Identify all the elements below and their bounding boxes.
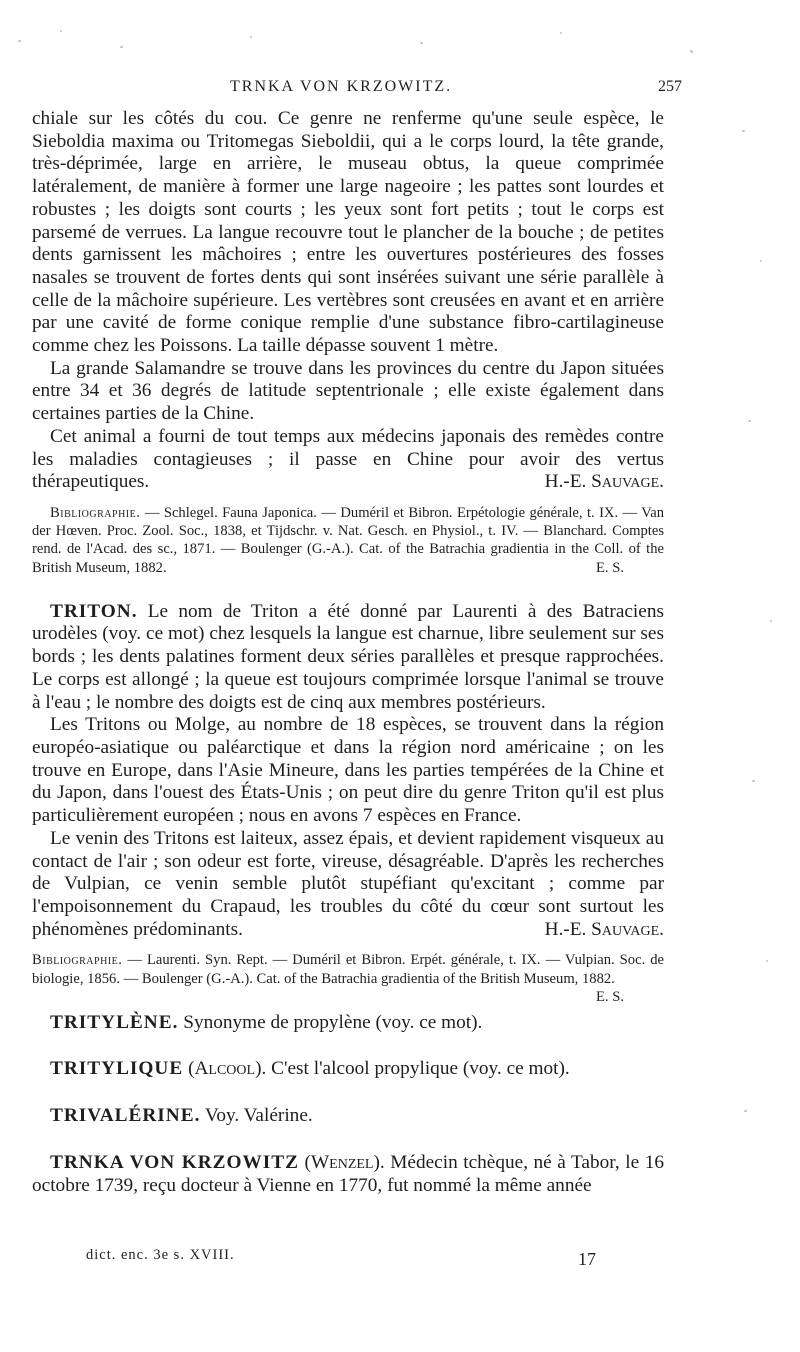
trivalerine-text: Voy. Valérine. <box>204 1105 313 1127</box>
headword-trnka: TRNKA VON KRZOWITZ <box>50 1151 300 1173</box>
salamander-paragraph-3-text: Cet animal a fourni de tout temps aux médecins japonais des remèdes contre les maladies contagieuses ; il passe en Chine pour avoir des vertus thérapeutiques. <box>32 425 664 493</box>
headword-tritylique: TRITYLIQUE <box>50 1058 184 1080</box>
entry-trivalerine <box>32 1105 664 1128</box>
trnka-text: Médecin tchèque, né à Tabor, le 16 octobre 1739, reçu docteur à Vienne en 1770, fut nommé la même année <box>32 1151 664 1196</box>
tritylene-text: Synonyme de propylène (voy. ce mot). <box>183 1011 483 1033</box>
entry-tritylene <box>32 1012 664 1035</box>
signature-mark: dict. enc. 3e s. XVIII. <box>86 1247 235 1263</box>
triton-bibliography <box>32 951 664 1005</box>
bibliography-label: Bibliographie. <box>32 952 123 969</box>
page-footer <box>86 1247 596 1269</box>
salamander-signature: H.-E. Sauvage. <box>544 471 664 493</box>
tritylique-text: C'est l'alcool propylique (voy. ce mot). <box>271 1058 570 1080</box>
bibliography-signature: E. S. <box>596 988 624 1005</box>
salamander-paragraph-2: La grande Salamandre se trouve dans les provinces du centre du Japon situées entre 34 et 36 degrés de latitude septentrionale ; elle existe également dans certaines parties de la Chine. <box>32 357 664 425</box>
triton-paragraph-3 <box>32 828 664 942</box>
salamander-bibliography <box>32 504 664 577</box>
entry-triton <box>32 601 664 715</box>
headword-trivalerine: TRIVALÉRINE. <box>50 1105 201 1127</box>
salamander-paragraph-3 <box>32 426 664 494</box>
triton-signature: H.-E. Sauvage. <box>544 918 664 940</box>
bibliography-text: — Laurenti. Syn. Rept. — Duméril et Bibron. Erpét. générale, t. IX. — Vulpian. Soc. de biologie, 1856. — Boulenger (G.-A.). Cat. of the Batrachia gradientia of the British Museum, 1882. <box>32 952 664 987</box>
sheet-number: 17 <box>578 1249 596 1269</box>
triton-paragraph-2: Les Tritons ou Molge, au nombre de 18 espèces, se trouvent dans la région européo-asiatique ou paléarctique et dans la région nord américaine ; on les trouve en Europe, dans l'Asie Mineure, dans les parties tempérées de la Chine et du Japon, dans l'ouest des États-Unis ; on peut dire du genre Triton qu'il est plus particulièrement européen ; nous en avons 7 espèces en France. <box>32 714 664 827</box>
salamander-paragraph-1: chiale sur les côtés du cou. Ce genre ne renferme qu'une seule espèce, le Sieboldia maxima ou Tritomegas Sieboldii, qui a le corps lourd, la tête grande, très-déprimée, large en arrière, le museau obtus, la queue comprimée latéralement, de manière à former une large nageoire ; les pattes sont lourdes et robustes ; les doigts sont courts ; les yeux sont fort petits ; tout le corps est parsemé de verrues. La langue recouvre tout le plancher de la bouche ; de petites dents garnissent les mâchoires ; entre les ouvertures postérieures des fosses nasales se trouvent de fortes dents qui sont insérées suivant une série parallèle à celle de la mâchoire supérieure. Les vertèbres sont creusées en avant et en arrière par une cavité de forme conique remplie d'une substance fibro-cartilagineuse comme chez les Poissons. La taille dépasse souvent 1 mètre. <box>32 108 664 357</box>
tritylique-qualifier: (Alcool). <box>188 1058 267 1080</box>
triton-paragraph-3-text: Le venin des Tritons est laiteux, assez épais, et devient rapidement visqueux au contact de l'air ; son odeur est forte, vireuse, désagréable. D'après les recherches de Vulpian, ce venin semble plutôt stupéfiant qu'excitant ; comme par l'empoisonnement du Crapaud, les troubles du côté du cœur sont surtout les phénomènes prédominants. <box>32 827 664 940</box>
running-title: TRNKA VON KRZOWITZ. <box>230 78 453 95</box>
page-body <box>32 108 664 1197</box>
bibliography-text: — Schlegel. Fauna Japonica. — Duméril et Bibron. Erpétologie générale, t. IX. — Van der Hœven. Proc. Zool. Soc., 1838, et Tijdschr. v. Nat. Gesch. en Physiol., t. IV. — Blanchard. Comptes rend. de l'Acad. des sc., 1871. — Boulenger (G.-A.). Cat. of the Batrachia gradientia in the Coll. of the British Museum, 1882. <box>32 504 664 576</box>
page-header <box>34 78 682 100</box>
triton-paragraph-1: Le nom de Triton a été donné par Laurenti à des Batraciens urodèles (voy. ce mot) chez lesquels la langue est charnue, libre seulement sur ses bords ; les dents palatines forment deux séries parallèles et presque rapprochées. Le corps est allongé ; la queue est toujours comprimée lorsque l'animal se trouve à l'eau ; le nombre des doigts est de cinq aux membres postérieurs. <box>32 600 664 713</box>
headword-tritylene: TRITYLÈNE. <box>50 1011 179 1033</box>
entry-tritylique <box>32 1058 664 1081</box>
headword-triton: TRITON. <box>50 600 138 622</box>
bibliography-label: Bibliographie. <box>50 504 141 521</box>
trnka-forename: (Wenzel). <box>304 1151 385 1173</box>
entry-trnka <box>32 1152 664 1197</box>
bibliography-signature: E. S. <box>596 559 624 576</box>
page-number: 257 <box>658 78 682 95</box>
